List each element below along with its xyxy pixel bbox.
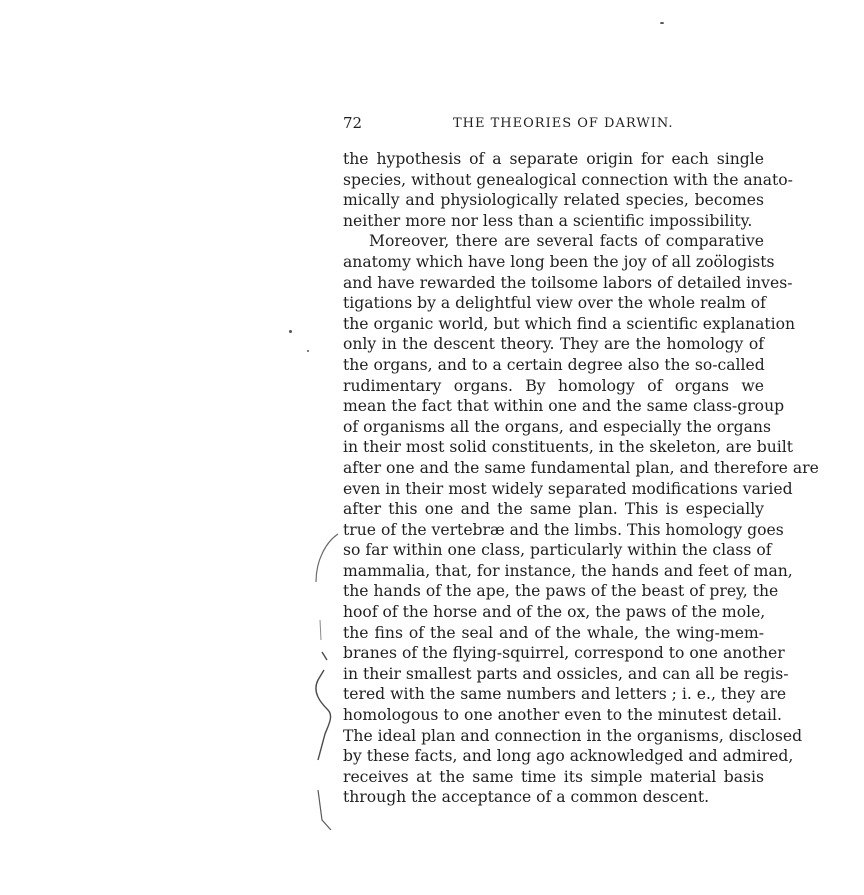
margin-pencil-marks [298,520,343,830]
text-line: tigations by a delightful view over the whole realm of [343,294,766,313]
text-line: after this one and the same plan. This is especially [343,500,764,519]
text-line: anatomy which have long been the joy of all zoölogists [343,252,775,271]
text-line: and have rewarded the toilsome labors of detailed inves- [343,273,793,292]
pencil-tick-mid [320,620,321,640]
text-line: of organisms all the organs, and especially the organs [343,417,771,436]
text-line: hoof of the horse and of the ox, the paws of the mole, [343,603,766,622]
text-line: tered with the same numbers and letters ; i. e., they are [343,685,787,704]
text-line: homologous to one another even to the minutest detail. [343,706,782,725]
text-line: branes of the flying-squirrel, correspond to one another [343,644,785,663]
pencil-bracket-lower [316,652,331,760]
text-line: so far within one class, particularly within the class of [343,541,772,560]
text-line: the hands of the ape, the paws of the beast of prey, the [343,582,779,601]
running-head: THE THEORIES OF DARWIN. [453,116,674,131]
text-line: the hypothesis of a separate origin for each single [343,150,764,168]
text-line: the organic world, but which find a scientific explanation [343,314,796,333]
text-line: species, without genealogical connection with the anato- [343,170,793,189]
text-line: the fins of the seal and of the whale, the wing-mem- [343,623,764,642]
page-number: 72 [343,114,363,132]
page-header [343,114,764,134]
text-line: through the acceptance of a common descent. [343,788,710,807]
text-line: in their smallest parts and ossicles, and can all be regis- [343,664,789,683]
pencil-tail [318,790,331,830]
body-text [343,149,819,808]
text-line: the organs, and to a certain degree also the so-called [343,355,765,374]
speck-mark [289,330,292,333]
text-line: neither more nor less than a scientific impossibility. [343,211,753,230]
text-line: only in the descent theory. They are the homology of [343,335,764,354]
text-line: rudimentary organs. By homology of organs we [343,376,764,395]
text-line: Moreover, there are several facts of comparative [369,232,764,251]
text-line: The ideal plan and connection in the organisms, disclosed [343,726,803,745]
speck-mark [660,22,664,24]
text-line: even in their most widely separated modifications varied [343,479,793,498]
text-line: mammalia, that, for instance, the hands and feet of man, [343,561,793,580]
text-line: mean the fact that within one and the same class-group [343,397,785,416]
pencil-bracket-upper [316,534,338,582]
text-line: by these facts, and long ago acknowledged and admired, [343,747,794,766]
text-line: receives at the same time its simple material basis [343,767,764,786]
text-line: mically and physiologically related species, becomes [343,191,764,210]
text-line: true of the vertebræ and the limbs. This homology goes [343,520,784,539]
text-line: in their most solid constituents, in the skeleton, are built [343,438,794,457]
speck-mark [307,350,309,352]
text-line: after one and the same fundamental plan, and therefore are [343,458,819,477]
